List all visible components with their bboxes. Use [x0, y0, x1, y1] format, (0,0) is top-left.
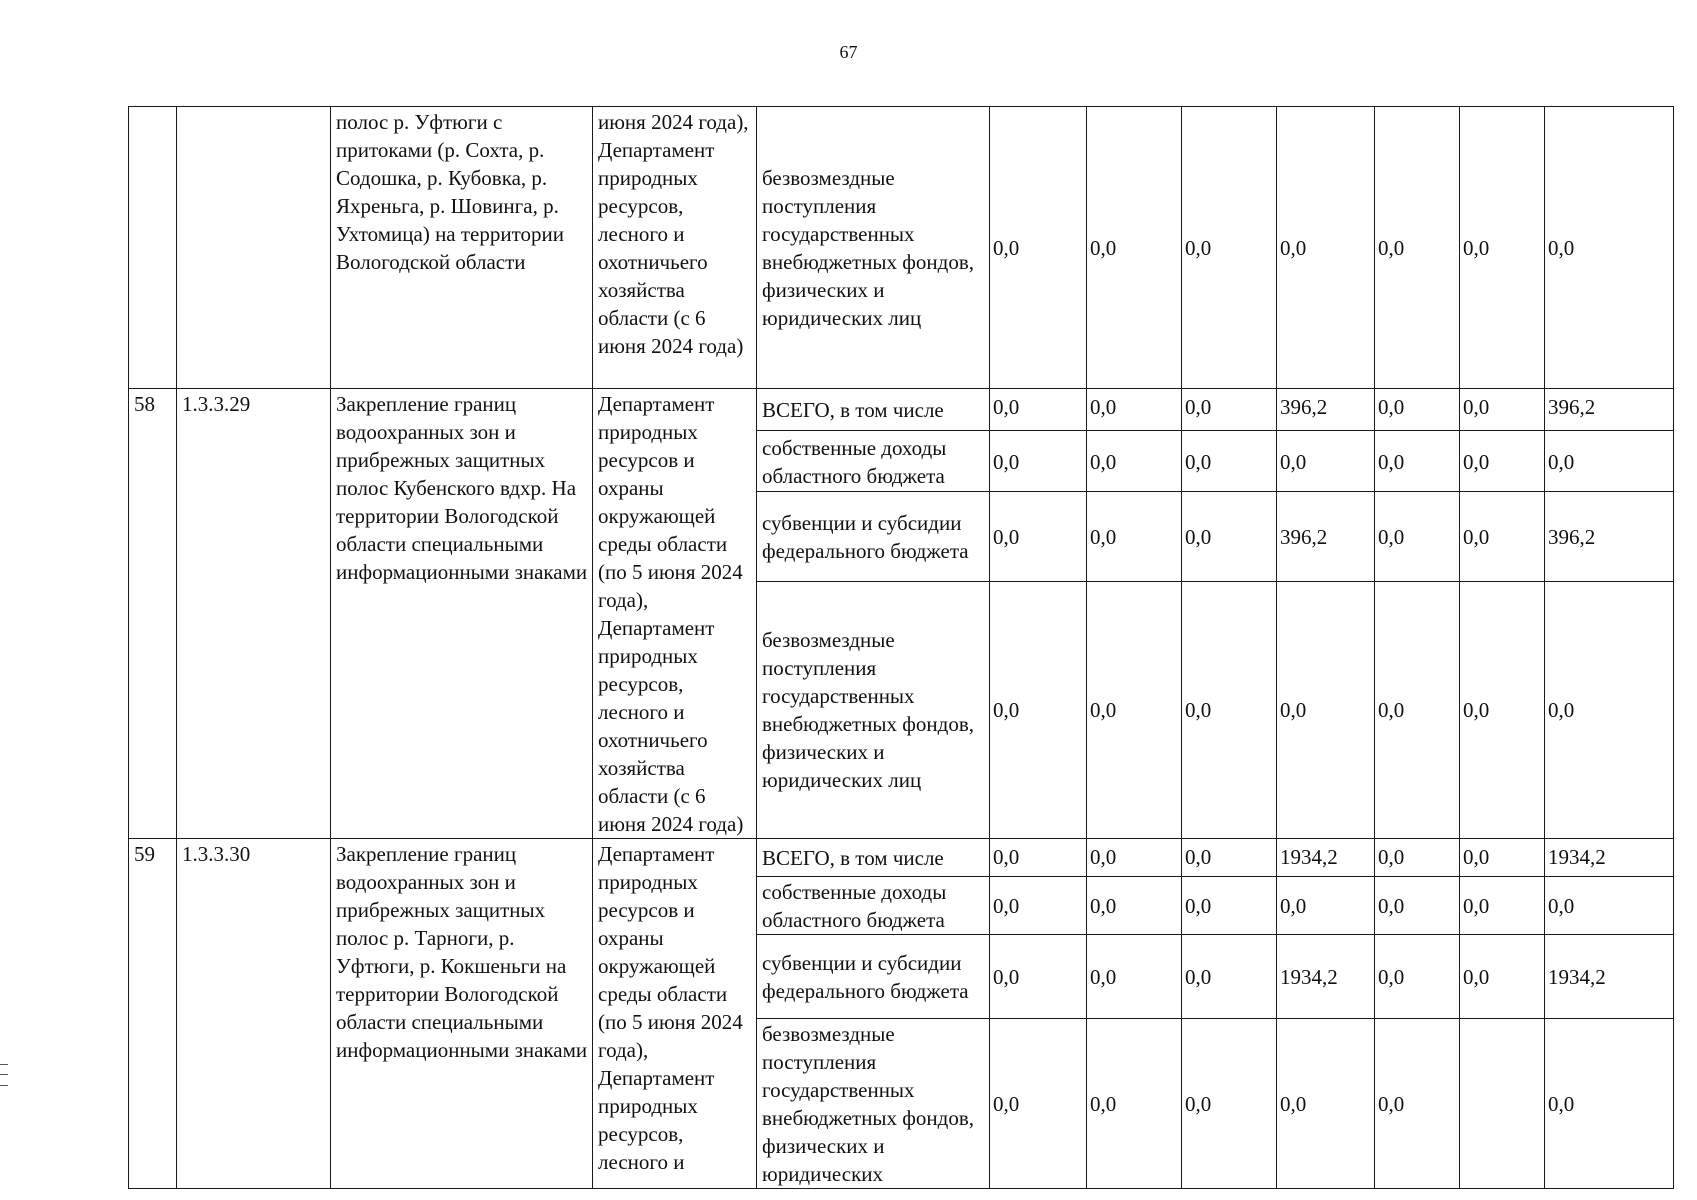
funding-source-label: ВСЕГО, в том числе — [757, 839, 990, 877]
row-name-cell: Закрепление границ водоохранных зон и прибрежных защитных полос Кубенского вдхр. На территории Вологодской области специальными информационными знаками — [331, 389, 593, 839]
amount-cell — [1460, 1019, 1545, 1189]
amount-cell: 0,0 — [1182, 430, 1277, 492]
budget-table — [128, 106, 1674, 1189]
amount-cell: 0,0 — [990, 1019, 1087, 1189]
funding-source-label: безвозмездные поступления государственных внебюджетных фондов, физических и юридических лиц — [757, 107, 990, 389]
row-executor-cell: Департамент природных ресурсов и охраны окружающей среды области (по 5 июня 2024 года), Департамент природных ресурсов, лесного и — [593, 839, 757, 1189]
amount-cell: 0,0 — [1087, 877, 1182, 935]
margin-mark — [0, 1064, 8, 1086]
amount-cell: 0,0 — [1460, 389, 1545, 431]
amount-cell: 0,0 — [1182, 877, 1277, 935]
amount-cell: 0,0 — [1460, 581, 1545, 838]
amount-cell: 0,0 — [1375, 935, 1460, 1019]
amount-cell: 0,0 — [1375, 1019, 1460, 1189]
row-executor-cell: Департамент природных ресурсов и охраны окружающей среды области (по 5 июня 2024 года), Департамент природных ресурсов, лесного и охотничьего хозяйства области (с 6 июня 2024 года) — [593, 389, 757, 839]
amount-cell: 1934,2 — [1277, 839, 1375, 877]
amount-cell: 0,0 — [1182, 107, 1277, 389]
amount-cell: 0,0 — [990, 430, 1087, 492]
amount-cell: 0,0 — [1087, 492, 1182, 582]
row-code-cell — [177, 107, 331, 389]
amount-cell: 0,0 — [1182, 389, 1277, 431]
row-number-cell: 58 — [129, 389, 177, 839]
funding-source-label: безвозмездные поступления государственных внебюджетных фондов, физических и юридических — [757, 1019, 990, 1189]
amount-cell: 0,0 — [1545, 877, 1674, 935]
row-number-cell: 59 — [129, 839, 177, 1189]
funding-source-label: субвенции и субсидии федерального бюджета — [757, 935, 990, 1019]
amount-cell: 0,0 — [1375, 389, 1460, 431]
funding-source-label: безвозмездные поступления государственных внебюджетных фондов, физических и юридических лиц — [757, 581, 990, 838]
page-number: 67 — [839, 42, 858, 62]
amount-cell: 0,0 — [1375, 430, 1460, 492]
amount-cell: 0,0 — [990, 877, 1087, 935]
table-row — [129, 389, 1674, 431]
amount-cell: 0,0 — [1375, 581, 1460, 838]
amount-cell: 0,0 — [990, 107, 1087, 389]
amount-cell: 0,0 — [1087, 1019, 1182, 1189]
amount-cell: 0,0 — [1182, 839, 1277, 877]
amount-cell: 0,0 — [1087, 107, 1182, 389]
amount-cell: 0,0 — [1277, 107, 1375, 389]
amount-cell: 0,0 — [1545, 430, 1674, 492]
amount-cell: 0,0 — [1460, 430, 1545, 492]
amount-cell: 0,0 — [1087, 581, 1182, 838]
amount-cell: 0,0 — [1460, 839, 1545, 877]
row-code-cell: 1.3.3.30 — [177, 839, 331, 1189]
funding-source-label: ВСЕГО, в том числе — [757, 389, 990, 431]
amount-cell: 0,0 — [1277, 877, 1375, 935]
amount-cell: 0,0 — [990, 839, 1087, 877]
amount-cell: 0,0 — [1375, 107, 1460, 389]
amount-cell: 396,2 — [1277, 389, 1375, 431]
row-name-cell: полос р. Уфтюги с притоками (р. Сохта, р. Содошка, р. Кубовка, р. Яхреньга, р. Шовинга, р. Ухтомица) на территории Вологодской области — [331, 107, 593, 389]
funding-source-label: собственные доходы областного бюджета — [757, 877, 990, 935]
amount-cell: 0,0 — [1277, 430, 1375, 492]
amount-cell: 0,0 — [1375, 839, 1460, 877]
amount-cell: 0,0 — [1087, 389, 1182, 431]
row-executor-cell: июня 2024 года), Департамент природных ресурсов, лесного и охотничьего хозяйства области (с 6 июня 2024 года) — [593, 107, 757, 389]
amount-cell: 0,0 — [1460, 492, 1545, 582]
table-row — [129, 839, 1674, 877]
amount-cell: 396,2 — [1545, 492, 1674, 582]
amount-cell: 0,0 — [1182, 581, 1277, 838]
table-row — [129, 107, 1674, 389]
amount-cell: 396,2 — [1277, 492, 1375, 582]
amount-cell: 0,0 — [1087, 935, 1182, 1019]
amount-cell: 1934,2 — [1545, 935, 1674, 1019]
amount-cell: 0,0 — [1460, 877, 1545, 935]
amount-cell: 0,0 — [1182, 935, 1277, 1019]
amount-cell: 0,0 — [990, 389, 1087, 431]
row-name-cell: Закрепление границ водоохранных зон и прибрежных защитных полос р. Тарноги, р. Уфтюги, р. Кокшеньги на территории Вологодской области специальными информационными знаками — [331, 839, 593, 1189]
row-number-cell — [129, 107, 177, 389]
amount-cell: 0,0 — [1545, 1019, 1674, 1189]
amount-cell: 0,0 — [1087, 430, 1182, 492]
amount-cell: 0,0 — [1545, 581, 1674, 838]
amount-cell: 0,0 — [1182, 492, 1277, 582]
amount-cell: 1934,2 — [1277, 935, 1375, 1019]
amount-cell: 0,0 — [990, 492, 1087, 582]
amount-cell: 0,0 — [1277, 1019, 1375, 1189]
amount-cell: 0,0 — [1460, 935, 1545, 1019]
amount-cell: 0,0 — [1460, 107, 1545, 389]
amount-cell: 0,0 — [990, 935, 1087, 1019]
amount-cell: 0,0 — [1182, 1019, 1277, 1189]
amount-cell: 0,0 — [1545, 107, 1674, 389]
amount-cell: 1934,2 — [1545, 839, 1674, 877]
amount-cell: 396,2 — [1545, 389, 1674, 431]
amount-cell: 0,0 — [1375, 492, 1460, 582]
funding-source-label: собственные доходы областного бюджета — [757, 430, 990, 492]
funding-source-label: субвенции и субсидии федерального бюджета — [757, 492, 990, 582]
amount-cell: 0,0 — [1087, 839, 1182, 877]
amount-cell: 0,0 — [990, 581, 1087, 838]
row-code-cell: 1.3.3.29 — [177, 389, 331, 839]
amount-cell: 0,0 — [1375, 877, 1460, 935]
amount-cell: 0,0 — [1277, 581, 1375, 838]
